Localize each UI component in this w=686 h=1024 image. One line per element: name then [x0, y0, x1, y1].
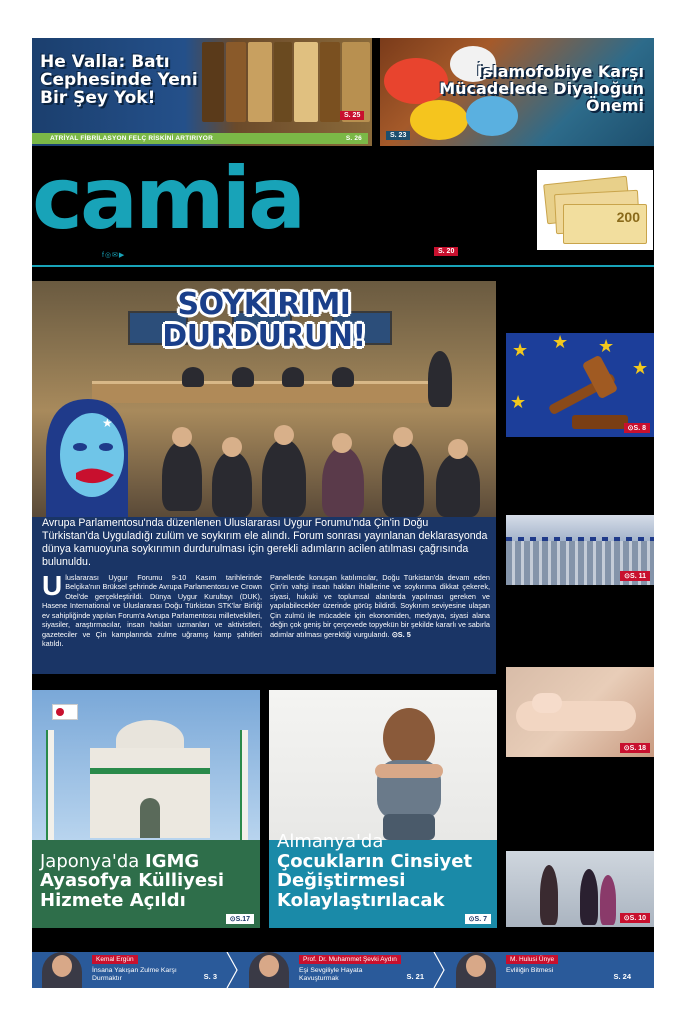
body-text: Panellerde konuşan katılımcılar, Doğu Türkistan'da devam eden Çin'in vahşi insan hakları ihlallerine ve soykırıma dikkat çekerek, siyasi, hukuki ve toplumsal alanlarda yapılması gereken ve yapılabilecekler üzerinde görüş bildirdi. Soykırım seviyesine ulaşan Çin zulmü ile mücadele için ekonomiden, medyaya, siyasi alana değin çok geniş bir çerçevede topyekün bir şekilde kararlı ve sabırla adımlar atılması gerektiği vurgulandı.: [270, 573, 490, 639]
page-tag: ⊙S.17: [226, 914, 254, 924]
column-page: S. 3: [203, 972, 217, 981]
dropcap: U: [42, 570, 63, 601]
main-story[interactable]: [32, 281, 496, 674]
uyghur-mask-illustration: [36, 393, 132, 517]
strip-page: S. 26: [345, 135, 362, 142]
columnist-1[interactable]: [32, 952, 239, 988]
story-japonya-mosque[interactable]: [32, 690, 260, 928]
columnist-2[interactable]: [239, 952, 446, 988]
column-title: Eşi Sevgiliyle Hayata Kavuşturmak: [299, 967, 363, 983]
page-tag: S. 25: [340, 111, 364, 120]
story-title: Japonya'da IGMG Ayasofya Külliyesi Hizmete Açıldı: [40, 850, 225, 911]
thumb-gavel-eu[interactable]: ★ ★ ★ ★ ★ ⊙S. 8: [506, 333, 654, 437]
teaser-headline: İslamofobiye Karşı Mücadelede Diyaloğun Önemi: [439, 62, 644, 115]
page-tag: ⊙S. 11: [620, 571, 650, 581]
mosque-photo: [32, 690, 260, 840]
euro-banknotes-image[interactable]: [537, 170, 653, 250]
avatar: [456, 952, 496, 988]
chevron-right-icon: [225, 952, 239, 988]
divider: [32, 265, 654, 267]
news-strip[interactable]: [32, 133, 368, 144]
column-page: S. 24: [613, 972, 631, 981]
columnist-name: Prof. Dr. Muhammet Şevki Aydın: [299, 955, 401, 964]
page-tag: ⊙S. 18: [620, 743, 650, 753]
avatar: [42, 952, 82, 988]
columnist-3[interactable]: [446, 952, 653, 988]
body-column-1: [42, 570, 262, 649]
teaser-headline: He Valla: Batı Cephesinde Yeni Bir Şey Yok!: [40, 52, 198, 108]
thumb-eu-building[interactable]: [506, 515, 654, 585]
body-text: luslararası Uygur Forumu 9-10 Kasım tarihlerinde Belçika'nın Brüksel şehrinde Avrupa Parlamentosu ve Crown Otel'de gerçekleştirildi. Dünya Uygur Kurultayı (DUK), Hasene International ve Uluslararası Doğu Türkistan STK'lar Birliği ev sahipliğinde yapılan Forum'a Avrupa Parlamentosu milletvekilleri, siyasiler, araştırmacılar, insan hakları uzmanları ve aktivistleri, gazeteciler ve Çin kamplarında zulme uğramış kamp şahitleri katıldı.: [42, 573, 262, 649]
column-page: S. 21: [406, 972, 424, 981]
strip-text: ATRİYAL FİBRİLASYON FELÇ RİSKİNİ ARTIRIYOR: [50, 135, 213, 142]
page-tag: ⊙S. 10: [620, 913, 650, 923]
column-title: Evliliğin Bitmesi: [506, 967, 554, 974]
social-icons[interactable]: f◎✉▶: [102, 252, 126, 259]
page-tag: ⊙S. 7: [465, 914, 491, 924]
main-deck: Avrupa Parlamentosu'nda düzenlenen Uluslararası Uygur Forumu'nda Çin'in Doğu Türkistan'da Uyguladığı zulüm ve soykırım ele alındı. Forum sonrası yayınlanan deklarasyonda dünya kamuoyuna soykırımın durdurulması için gerekli adımların acilen atılması çağrısında bulunuldu.: [42, 517, 488, 568]
column-title: İnsana Yakışan Zulme Karşı Durmaktır: [92, 967, 177, 983]
page-tag: S. 23: [386, 131, 410, 140]
columnist-name: M. Hulusi Ünye: [506, 955, 558, 964]
chevron-right-icon: [432, 952, 446, 988]
avatar: [249, 952, 289, 988]
columnist-bar: [32, 952, 654, 988]
story-almanya-children[interactable]: [269, 690, 497, 928]
see-page-link[interactable]: ⊙S. 5: [391, 629, 411, 639]
newspaper-page: [32, 38, 654, 988]
camia-logo[interactable]: camia: [32, 149, 304, 249]
story-title: Almanya'da Çocukların Cinsiyet Değiştirmesi Kolaylaştırılacak: [277, 831, 473, 911]
masthead-page-tag: S. 20: [434, 247, 458, 256]
banknote-value: 200: [616, 209, 640, 225]
teaser-islamofobi[interactable]: [380, 38, 654, 146]
child-photo: [269, 690, 497, 840]
columnist-name: Kemal Ergün: [92, 955, 138, 964]
thumb-airport[interactable]: [506, 851, 654, 927]
main-headline: SOYKIRIMI DURDURUN!: [162, 287, 366, 354]
teaser-batı-cephesi[interactable]: [32, 38, 372, 146]
body-column-2: [270, 573, 490, 639]
page-tag: ⊙S. 8: [624, 423, 650, 433]
svg-text:★: ★: [102, 416, 113, 430]
thumb-baby-hand[interactable]: [506, 667, 654, 757]
